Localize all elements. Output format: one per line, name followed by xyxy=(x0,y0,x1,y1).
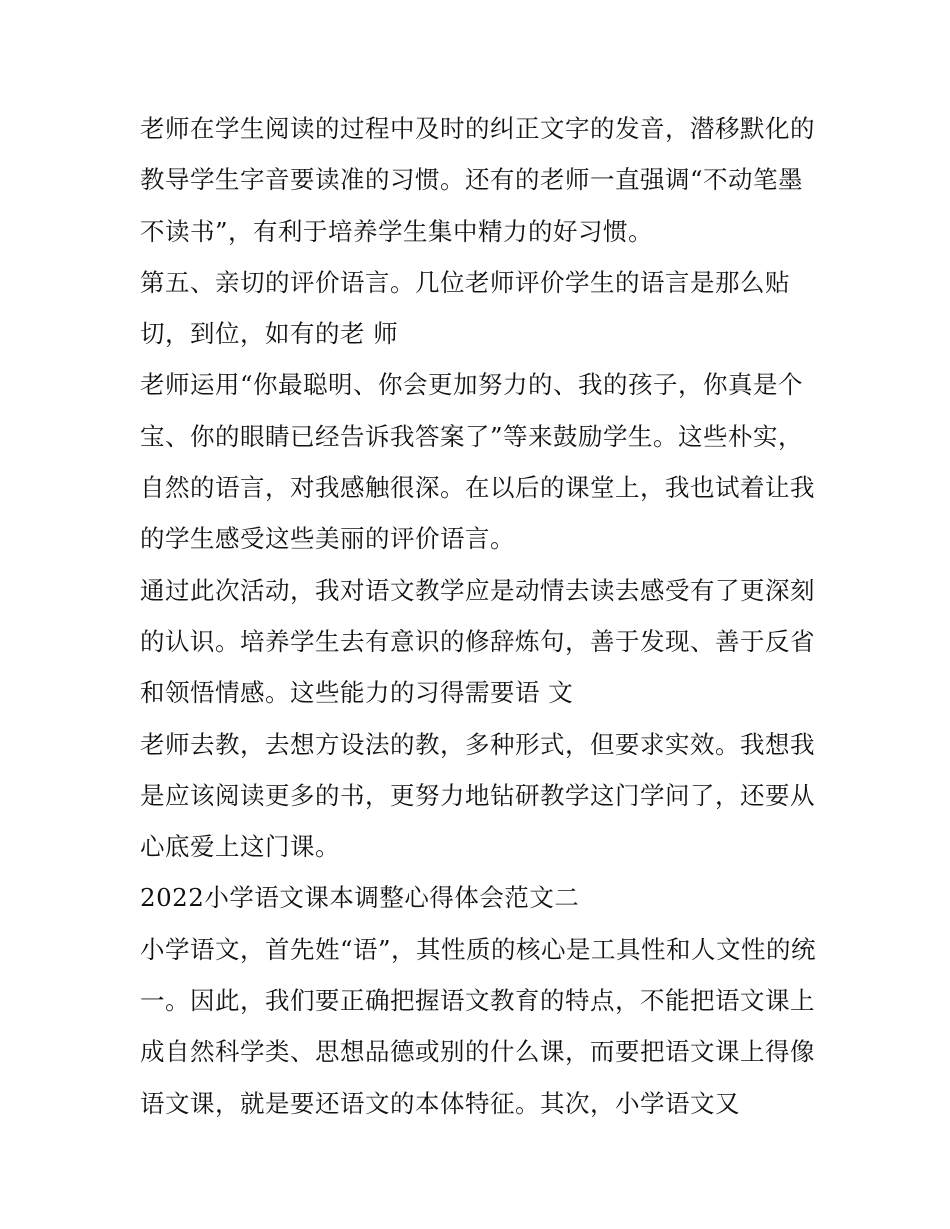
text-line: 不读书”，有利于培养学生集中精力的好习惯。 xyxy=(140,216,654,246)
text-line: 老师在学生阅读的过程中及时的纠正文字的发音，潜移默化的 xyxy=(140,114,815,143)
text-line: 成自然科学类、思想品德或别的什么课，而要把语文课上得像 xyxy=(140,1037,815,1067)
text-line: 的认识。培养学生去有意识的修辞炼句，善于发现、善于反省 xyxy=(140,626,815,656)
text-line: 的学生感受这些美丽的评价语言。 xyxy=(140,524,515,554)
text-line: 老师运用“你最聪明、你会更加努力的、我的孩子，你真是个 xyxy=(140,370,804,400)
text-line: 老师去教，去想方设法的教，多种形式，但要求实效。我想我 xyxy=(140,729,815,759)
text-line: 心底爱上这门课。 xyxy=(140,832,340,862)
text-line: 宝、你的眼睛已经告诉我答案了”等来鼓励学生。这些朴实， xyxy=(140,421,804,451)
text-line: 自然的语言，对我感触很深。在以后的课堂上，我也试着让我 xyxy=(140,473,815,503)
text-line: 教导学生字音要读准的习惯。还有的老师一直强调“不动笔墨 xyxy=(140,165,804,195)
text-line: 语文课，就是要还语文的本体特征。其次，小学语文又 xyxy=(140,1088,740,1118)
text-line: 和领悟情感。这些能力的习得需要语 文 xyxy=(140,678,574,708)
text-line: 第五、亲切的评价语言。几位老师评价学生的语言是那么贴 xyxy=(140,267,790,297)
body-text xyxy=(140,103,830,1129)
text-line: 切，到位，如有的老 师 xyxy=(140,319,399,349)
text-line: 通过此次活动，我对语文教学应是动情去读去感受有了更深刻 xyxy=(140,575,815,605)
section-heading: 2022小学语文课本调整心得体会范文二 xyxy=(140,883,580,913)
text-line: 一。因此，我们要正确把握语文教育的特点，不能把语文课上 xyxy=(140,986,815,1016)
text-line: 是应该阅读更多的书，更努力地钻研教学这门学问了，还要从 xyxy=(140,780,815,810)
text-line: 小学语文，首先姓“语”，其性质的核心是工具性和人文性的统 xyxy=(140,934,817,964)
